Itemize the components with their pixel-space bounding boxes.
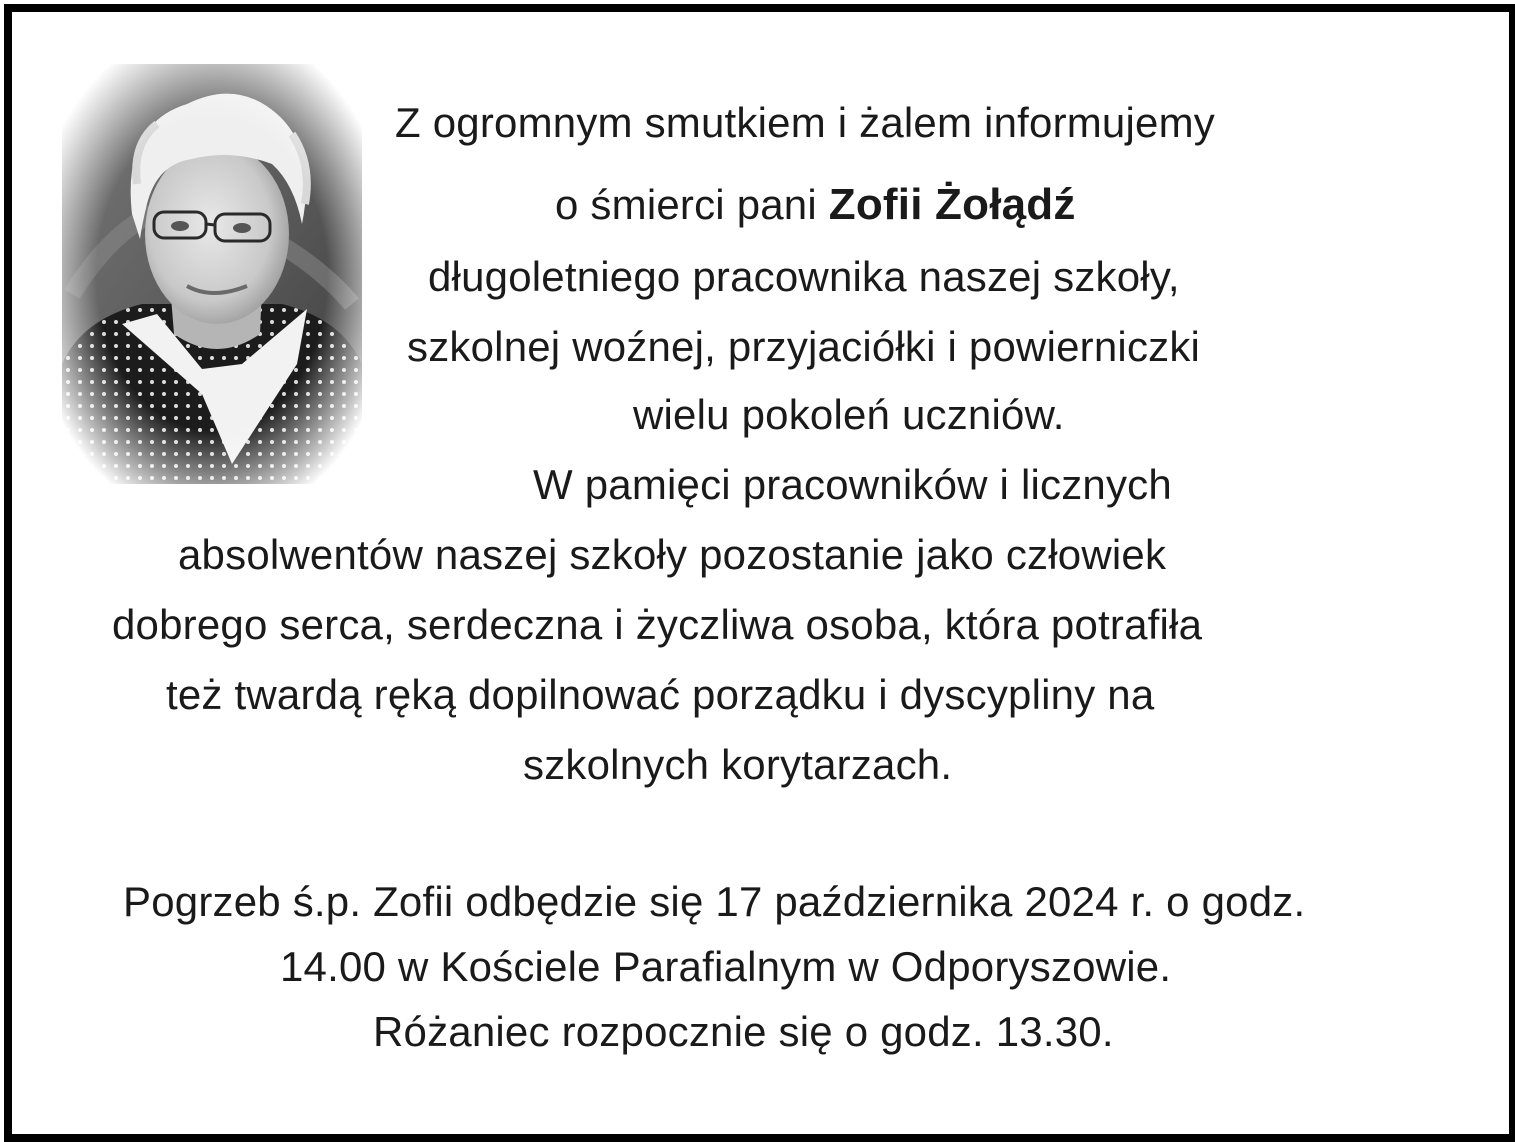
intro-line-2-text: o śmierci pani [555, 181, 817, 228]
funeral-line-2: 14.00 w Kościele Parafialnym w Odporyszowie. [280, 943, 1172, 990]
intro-line-5: wielu pokoleń uczniów. [633, 391, 1065, 438]
deceased-name: Zofii Żołądź [828, 180, 1076, 229]
memory-line-5: szkolnych korytarzach. [523, 741, 953, 788]
funeral-line-1: Pogrzeb ś.p. Zofii odbędzie się 17 października 2024 r. o godz. [123, 878, 1306, 925]
funeral-line-3: Różaniec rozpocznie się o godz. 13.30. [373, 1008, 1114, 1055]
memory-line-3: dobrego serca, serdeczna i życzliwa osoba, która potrafiła [112, 601, 1203, 648]
memory-line-2: absolwentów naszej szkoły pozostanie jako człowiek [178, 531, 1167, 578]
intro-line-4: szkolnej woźnej, przyjaciółki i powierniczki [407, 323, 1201, 370]
portrait-photo [62, 64, 362, 484]
intro-line-2 [555, 180, 1076, 230]
intro-line-1: Z ogromnym smutkiem i żalem informujemy [395, 99, 1215, 146]
intro-line-3: długoletniego pracownika naszej szkoły, [428, 253, 1180, 300]
memory-line-1: W pamięci pracowników i licznych [533, 461, 1172, 508]
memory-line-4: też twardą ręką dopilnować porządku i dyscypliny na [166, 671, 1155, 718]
